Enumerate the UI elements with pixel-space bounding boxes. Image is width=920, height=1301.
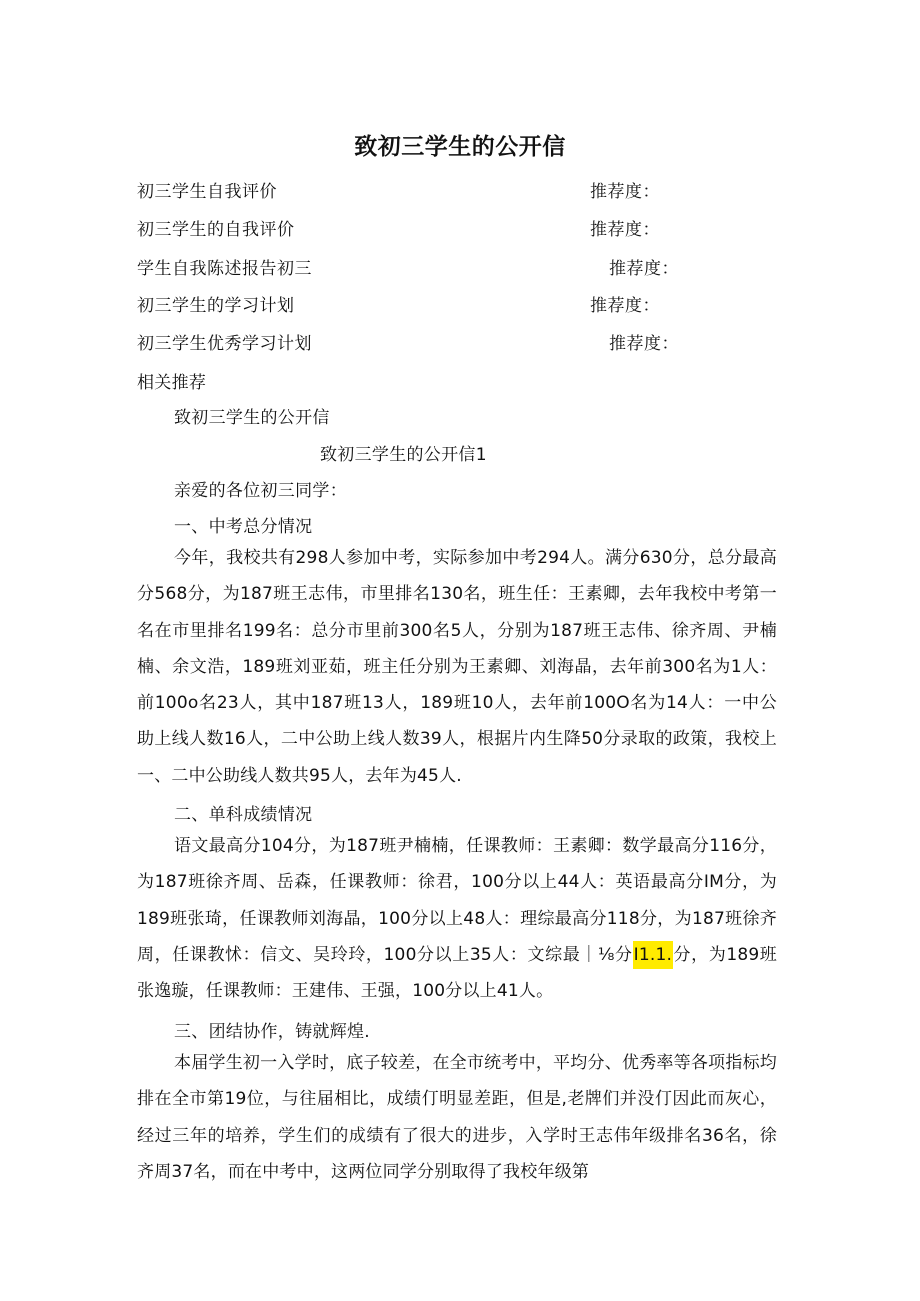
section-heading: 二、单科成绩情况 [174, 805, 313, 825]
related-label: 相关推荐 [137, 373, 207, 393]
recommendation-score-label: 推荐度： [609, 259, 679, 279]
paragraph-text: 语文最高分104分，为187班尹楠楠，任课教师：王素卿：数学最高分116分，为187班徐齐周、岳森，任课教师：徐君，100分以上44人：英语最高分IM分，为189班张琦，任课教师刘海晶，100分以上48人：理综最高分118分，为187班徐齐周，任课教怵：信文、吴玲玲，100分以上35人：文综最｜⅛分 [137, 836, 777, 965]
recommendation-item[interactable] [137, 177, 697, 203]
recommendation-score-label: 推荐度： [590, 182, 660, 202]
recommendation-score-label: 推荐度： [609, 334, 679, 354]
recommendation-score-label: 推荐度： [590, 296, 660, 316]
recommendation-title[interactable]: 初三学生自我评价 [137, 182, 277, 202]
highlighted-text: I1.1. [633, 941, 673, 969]
paragraph [137, 828, 777, 1009]
recommendation-score-label: 推荐度： [590, 220, 660, 240]
recommendation-title[interactable]: 初三学生的自我评价 [137, 220, 295, 240]
greeting: 亲爱的各位初三同学： [174, 481, 347, 501]
document-subtitle: 致初三学生的公开信 [174, 408, 330, 428]
recommendation-item[interactable] [137, 254, 697, 280]
paragraph: 今年，我校共有298人参加中考，实际参加中考294人。满分630分，总分最高分568分，为187班王志伟，市里排名130名，班生任：王素卿，去年我校中考第一名在市里排名199名：总分市里前300名5人，分别为187班王志伟、徐齐周、尹楠楠、余文浩，189班刘亚茹，班主任分别为王素卿、刘海晶，去年前300名为1人：前100o名23人，其中187班13人，189班10人，去年前100O名为14人：一中公助上线人数16人，二中公助上线人数39人，根据片内生降50分录取的政策，我校上一、二中公助线人数共95人，去年为45人. [137, 548, 777, 786]
recommendation-title[interactable]: 学生自我陈述报告初三 [137, 259, 312, 279]
recommendation-title[interactable]: 初三学生的学习计划 [137, 296, 295, 316]
section-heading: 一、中考总分情况 [174, 517, 313, 537]
document-title: 致初三学生的公开信 [354, 134, 566, 160]
recommendation-item[interactable] [137, 215, 697, 241]
recommendation-item[interactable] [137, 329, 697, 355]
section-heading: 三、团结协作，铸就辉煌. [174, 1022, 371, 1042]
recommendation-item[interactable] [137, 291, 697, 317]
paragraph: 本届学生初一入学时，底子较差，在全市统考中，平均分、优秀率等各项指标均排在全市第19位，与往届相比，成绩仃明显差距，但是,老牌们并没仃因此而灰心，经过三年的培养，学生们的成绩有了很大的进步，入学时王志伟年级排名36名，徐齐周37名，而在中考中，这两位同学分别取得了我校年级第 [137, 1053, 777, 1182]
recommendation-title[interactable]: 初三学生优秀学习计划 [137, 334, 312, 354]
section-title: 致初三学生的公开信1 [320, 445, 487, 465]
paragraph-text: 分，为189班张逸璇，任课教师：王建伟、王强，100分以上41人。 [137, 944, 777, 1002]
